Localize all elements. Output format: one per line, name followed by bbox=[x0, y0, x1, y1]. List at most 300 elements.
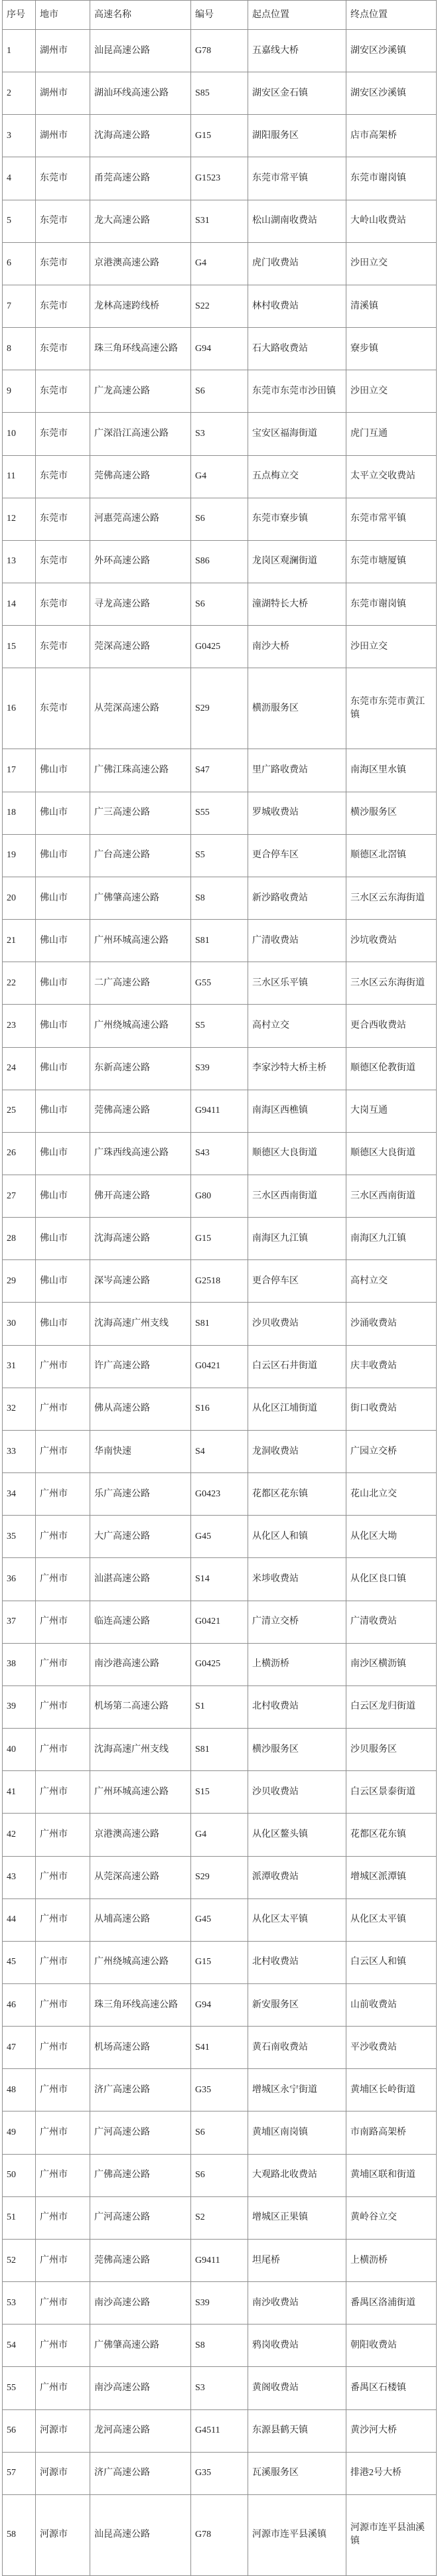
cell-index: 57 bbox=[3, 2452, 36, 2494]
cell-city: 河源市 bbox=[36, 2452, 90, 2494]
cell-index: 8 bbox=[3, 328, 36, 370]
cell-index: 52 bbox=[3, 2239, 36, 2281]
table-row bbox=[3, 1558, 437, 1601]
header-city: 地市 bbox=[36, 1, 90, 30]
cell-route-code: G0421 bbox=[191, 1601, 248, 1643]
cell-start-location: 鸦岗收费站 bbox=[248, 2325, 346, 2367]
cell-index: 29 bbox=[3, 1260, 36, 1303]
cell-end-location: 市南路高架桥 bbox=[346, 2111, 437, 2154]
cell-end-location: 东莞市塘厦镇 bbox=[346, 540, 437, 583]
cell-index: 51 bbox=[3, 2196, 36, 2239]
cell-start-location: 南海区九江镇 bbox=[248, 1218, 346, 1260]
cell-index: 4 bbox=[3, 157, 36, 200]
cell-expressway-name: 南沙高速公路 bbox=[90, 2367, 191, 2409]
table-row bbox=[3, 1218, 437, 1260]
table-row bbox=[3, 583, 437, 626]
cell-start-location: 增城区永宁街道 bbox=[248, 2069, 346, 2111]
table-row bbox=[3, 1516, 437, 1558]
cell-end-location: 太平立交收费站 bbox=[346, 455, 437, 498]
cell-index: 35 bbox=[3, 1516, 36, 1558]
table-row bbox=[3, 1898, 437, 1941]
cell-index: 55 bbox=[3, 2367, 36, 2409]
cell-expressway-name: 广州绕城高速公路 bbox=[90, 1941, 191, 1983]
cell-end-location: 高村立交 bbox=[346, 1260, 437, 1303]
cell-route-code: S1 bbox=[191, 1685, 248, 1728]
cell-expressway-name: 沈海高速公路 bbox=[90, 1218, 191, 1260]
cell-index: 44 bbox=[3, 1898, 36, 1941]
cell-city: 佛山市 bbox=[36, 877, 90, 919]
table-row bbox=[3, 668, 437, 749]
cell-index: 21 bbox=[3, 920, 36, 962]
cell-end-location: 黄埔区长岭街道 bbox=[346, 2069, 437, 2111]
cell-end-location: 南海区九江镇 bbox=[346, 1218, 437, 1260]
cell-route-code: G0425 bbox=[191, 626, 248, 668]
cell-end-location: 白云区景泰街道 bbox=[346, 1771, 437, 1814]
cell-start-location: 三水区乐平镇 bbox=[248, 962, 346, 1005]
cell-index: 30 bbox=[3, 1303, 36, 1345]
table-row bbox=[3, 200, 437, 242]
cell-index: 53 bbox=[3, 2282, 36, 2325]
table-row bbox=[3, 2111, 437, 2154]
cell-index: 15 bbox=[3, 626, 36, 668]
cell-start-location: 黄石南收费站 bbox=[248, 2027, 346, 2069]
cell-end-location: 沙田立交 bbox=[346, 370, 437, 413]
cell-expressway-name: 广三高速公路 bbox=[90, 792, 191, 834]
cell-start-location: 宝安区福海街道 bbox=[248, 413, 346, 455]
cell-expressway-name: 龙河高速公路 bbox=[90, 2409, 191, 2452]
cell-index: 26 bbox=[3, 1132, 36, 1175]
cell-route-code: G4511 bbox=[191, 2409, 248, 2452]
cell-route-code: S41 bbox=[191, 2027, 248, 2069]
cell-city: 广州市 bbox=[36, 1473, 90, 1516]
cell-expressway-name: 广佛肇高速公路 bbox=[90, 2325, 191, 2367]
cell-index: 20 bbox=[3, 877, 36, 919]
cell-city: 东莞市 bbox=[36, 200, 90, 242]
cell-expressway-name: 南沙高速公路 bbox=[90, 2282, 191, 2325]
cell-expressway-name: 沈海高速广州支线 bbox=[90, 1303, 191, 1345]
cell-start-location: 北村收费站 bbox=[248, 1685, 346, 1728]
cell-start-location: 米埗收费站 bbox=[248, 1558, 346, 1601]
cell-end-location: 东莞市谢岗镇 bbox=[346, 583, 437, 626]
cell-end-location: 东莞市谢岗镇 bbox=[346, 157, 437, 200]
cell-index: 25 bbox=[3, 1090, 36, 1132]
cell-expressway-name: 机场高速公路 bbox=[90, 2027, 191, 2069]
cell-route-code: G80 bbox=[191, 1175, 248, 1218]
table-row bbox=[3, 626, 437, 668]
cell-city: 广州市 bbox=[36, 1345, 90, 1388]
cell-city: 东莞市 bbox=[36, 328, 90, 370]
table-header bbox=[3, 1, 437, 30]
cell-route-code: S5 bbox=[191, 834, 248, 877]
cell-route-code: S81 bbox=[191, 1303, 248, 1345]
cell-city: 广州市 bbox=[36, 1558, 90, 1601]
cell-index: 12 bbox=[3, 498, 36, 540]
table-row bbox=[3, 2409, 437, 2452]
cell-expressway-name: 广州环城高速公路 bbox=[90, 1771, 191, 1814]
cell-end-location: 清溪镇 bbox=[346, 285, 437, 327]
cell-expressway-name: 从埔高速公路 bbox=[90, 1898, 191, 1941]
cell-expressway-name: 佛开高速公路 bbox=[90, 1175, 191, 1218]
cell-route-code: G78 bbox=[191, 30, 248, 72]
cell-city: 佛山市 bbox=[36, 1090, 90, 1132]
cell-route-code: S39 bbox=[191, 2282, 248, 2325]
cell-index: 11 bbox=[3, 455, 36, 498]
cell-city: 佛山市 bbox=[36, 749, 90, 792]
cell-route-code: S47 bbox=[191, 749, 248, 792]
cell-start-location: 罗城收费站 bbox=[248, 792, 346, 834]
cell-route-code: S29 bbox=[191, 668, 248, 749]
cell-end-location: 广清收费站 bbox=[346, 1601, 437, 1643]
cell-city: 东莞市 bbox=[36, 498, 90, 540]
cell-expressway-name: 沈海高速广州支线 bbox=[90, 1729, 191, 1771]
cell-city: 广州市 bbox=[36, 1601, 90, 1643]
cell-index: 18 bbox=[3, 792, 36, 834]
header-row bbox=[3, 1, 437, 30]
cell-end-location: 更合西收费站 bbox=[346, 1005, 437, 1047]
cell-route-code: S5 bbox=[191, 1005, 248, 1047]
cell-start-location: 湖阳服务区 bbox=[248, 115, 346, 157]
cell-start-location: 五点梅立交 bbox=[248, 455, 346, 498]
cell-route-code: S4 bbox=[191, 1430, 248, 1472]
cell-expressway-name: 莞佛高速公路 bbox=[90, 455, 191, 498]
cell-city: 东莞市 bbox=[36, 285, 90, 327]
cell-start-location: 大观路北收费站 bbox=[248, 2154, 346, 2196]
cell-route-code: S29 bbox=[191, 1856, 248, 1898]
cell-city: 广州市 bbox=[36, 2282, 90, 2325]
cell-index: 19 bbox=[3, 834, 36, 877]
cell-index: 3 bbox=[3, 115, 36, 157]
cell-end-location: 黄埔区联和街道 bbox=[346, 2154, 437, 2196]
cell-city: 广州市 bbox=[36, 1643, 90, 1685]
cell-end-location: 三水区云东海街道 bbox=[346, 877, 437, 919]
cell-city: 广州市 bbox=[36, 2367, 90, 2409]
cell-start-location: 增城区正果镇 bbox=[248, 2196, 346, 2239]
cell-city: 东莞市 bbox=[36, 626, 90, 668]
cell-expressway-name: 湖汕环线高速公路 bbox=[90, 72, 191, 115]
cell-expressway-name: 珠三角环线高速公路 bbox=[90, 328, 191, 370]
cell-route-code: G15 bbox=[191, 1941, 248, 1983]
cell-end-location: 沙涌收费站 bbox=[346, 1303, 437, 1345]
cell-end-location: 朝阳收费站 bbox=[346, 2325, 437, 2367]
cell-end-location: 南海区里水镇 bbox=[346, 749, 437, 792]
cell-city: 佛山市 bbox=[36, 834, 90, 877]
cell-start-location: 虎门收费站 bbox=[248, 242, 346, 285]
cell-expressway-name: 外环高速公路 bbox=[90, 540, 191, 583]
cell-route-code: S6 bbox=[191, 498, 248, 540]
cell-start-location: 沙贝收费站 bbox=[248, 1771, 346, 1814]
table-row bbox=[3, 115, 437, 157]
cell-end-location: 三水区云东海街道 bbox=[346, 962, 437, 1005]
cell-end-location: 顺德区北滘镇 bbox=[346, 834, 437, 877]
cell-end-location: 河源市连平县油溪镇 bbox=[346, 2494, 437, 2575]
table-row bbox=[3, 962, 437, 1005]
cell-route-code: S43 bbox=[191, 1132, 248, 1175]
cell-expressway-name: 广州绕城高速公路 bbox=[90, 1005, 191, 1047]
cell-index: 49 bbox=[3, 2111, 36, 2154]
cell-route-code: S22 bbox=[191, 285, 248, 327]
cell-index: 48 bbox=[3, 2069, 36, 2111]
cell-end-location: 店市高架桥 bbox=[346, 115, 437, 157]
cell-start-location: 广清收费站 bbox=[248, 920, 346, 962]
cell-end-location: 南沙区横沥镇 bbox=[346, 1643, 437, 1685]
cell-end-location: 增城区派潭镇 bbox=[346, 1856, 437, 1898]
table-row bbox=[3, 1260, 437, 1303]
table-row bbox=[3, 1430, 437, 1472]
cell-expressway-name: 广台高速公路 bbox=[90, 834, 191, 877]
cell-route-code: S6 bbox=[191, 2154, 248, 2196]
cell-route-code: G55 bbox=[191, 962, 248, 1005]
cell-expressway-name: 京港澳高速公路 bbox=[90, 242, 191, 285]
table-row bbox=[3, 1601, 437, 1643]
cell-city: 广州市 bbox=[36, 1898, 90, 1941]
cell-start-location: 花都区花东镇 bbox=[248, 1473, 346, 1516]
table-row bbox=[3, 1388, 437, 1430]
cell-end-location: 横沙服务区 bbox=[346, 792, 437, 834]
cell-route-code: G35 bbox=[191, 2452, 248, 2494]
cell-start-location: 南沙大桥 bbox=[248, 626, 346, 668]
table-row bbox=[3, 1303, 437, 1345]
cell-start-location: 河源市连平县溪镇 bbox=[248, 2494, 346, 2575]
cell-index: 2 bbox=[3, 72, 36, 115]
cell-route-code: S31 bbox=[191, 200, 248, 242]
cell-route-code: S3 bbox=[191, 413, 248, 455]
cell-city: 广州市 bbox=[36, 2196, 90, 2239]
cell-city: 广州市 bbox=[36, 1856, 90, 1898]
cell-start-location: 高村立交 bbox=[248, 1005, 346, 1047]
cell-city: 广州市 bbox=[36, 2069, 90, 2111]
table-row bbox=[3, 1983, 437, 2026]
cell-index: 28 bbox=[3, 1218, 36, 1260]
cell-index: 37 bbox=[3, 1601, 36, 1643]
cell-start-location: 龙岗区观澜街道 bbox=[248, 540, 346, 583]
table-row bbox=[3, 1771, 437, 1814]
cell-city: 广州市 bbox=[36, 2325, 90, 2367]
cell-start-location: 湖安区金石镇 bbox=[248, 72, 346, 115]
table-row bbox=[3, 242, 437, 285]
table-row bbox=[3, 328, 437, 370]
cell-route-code: S85 bbox=[191, 72, 248, 115]
cell-expressway-name: 济广高速公路 bbox=[90, 2069, 191, 2111]
cell-route-code: G0421 bbox=[191, 1345, 248, 1388]
cell-expressway-name: 济广高速公路 bbox=[90, 2452, 191, 2494]
cell-route-code: S14 bbox=[191, 1558, 248, 1601]
cell-expressway-name: 广河高速公路 bbox=[90, 2111, 191, 2154]
table-row bbox=[3, 72, 437, 115]
cell-city: 广州市 bbox=[36, 1516, 90, 1558]
cell-route-code: G78 bbox=[191, 2494, 248, 2575]
cell-end-location: 排港2号大桥 bbox=[346, 2452, 437, 2494]
table-row bbox=[3, 2196, 437, 2239]
cell-start-location: 三水区西南街道 bbox=[248, 1175, 346, 1218]
cell-city: 广州市 bbox=[36, 2154, 90, 2196]
cell-expressway-name: 珠三角环线高速公路 bbox=[90, 1983, 191, 2026]
cell-start-location: 南海区西樵镇 bbox=[248, 1090, 346, 1132]
cell-end-location: 沙贝服务区 bbox=[346, 1729, 437, 1771]
cell-index: 6 bbox=[3, 242, 36, 285]
cell-end-location: 大岭山收费站 bbox=[346, 200, 437, 242]
cell-end-location: 番禺区洛浦街道 bbox=[346, 2282, 437, 2325]
cell-expressway-name: 大广高速公路 bbox=[90, 1516, 191, 1558]
cell-route-code: S81 bbox=[191, 920, 248, 962]
cell-expressway-name: 沈海高速公路 bbox=[90, 115, 191, 157]
cell-end-location: 番禺区石楼镇 bbox=[346, 2367, 437, 2409]
cell-index: 10 bbox=[3, 413, 36, 455]
cell-end-location: 庆丰收费站 bbox=[346, 1345, 437, 1388]
cell-route-code: G94 bbox=[191, 328, 248, 370]
table-row bbox=[3, 285, 437, 327]
table-body bbox=[3, 30, 437, 2576]
table-row bbox=[3, 1685, 437, 1728]
cell-end-location: 花都区花东镇 bbox=[346, 1814, 437, 1856]
table-row bbox=[3, 1175, 437, 1218]
table-row bbox=[3, 498, 437, 540]
cell-start-location: 东莞市东莞市沙田镇 bbox=[248, 370, 346, 413]
cell-end-location: 黄沙河大桥 bbox=[346, 2409, 437, 2452]
cell-end-location: 三水区西南街道 bbox=[346, 1175, 437, 1218]
cell-expressway-name: 广州环城高速公路 bbox=[90, 920, 191, 962]
cell-index: 36 bbox=[3, 1558, 36, 1601]
table-row bbox=[3, 1643, 437, 1685]
cell-route-code: G15 bbox=[191, 1218, 248, 1260]
cell-index: 17 bbox=[3, 749, 36, 792]
header-index: 序号 bbox=[3, 1, 36, 30]
cell-city: 东莞市 bbox=[36, 370, 90, 413]
table-row bbox=[3, 2069, 437, 2111]
table-row bbox=[3, 1132, 437, 1175]
cell-index: 23 bbox=[3, 1005, 36, 1047]
cell-route-code: G4 bbox=[191, 455, 248, 498]
cell-expressway-name: 河惠莞高速公路 bbox=[90, 498, 191, 540]
table-row bbox=[3, 1005, 437, 1047]
cell-city: 东莞市 bbox=[36, 157, 90, 200]
cell-start-location: 从化区江埔街道 bbox=[248, 1388, 346, 1430]
cell-expressway-name: 广佛高速公路 bbox=[90, 2154, 191, 2196]
cell-index: 22 bbox=[3, 962, 36, 1005]
cell-route-code: G2518 bbox=[191, 1260, 248, 1303]
cell-city: 广州市 bbox=[36, 1729, 90, 1771]
cell-route-code: S6 bbox=[191, 370, 248, 413]
cell-start-location: 派潭收费站 bbox=[248, 1856, 346, 1898]
cell-route-code: G35 bbox=[191, 2069, 248, 2111]
cell-expressway-name: 乐广高速公路 bbox=[90, 1473, 191, 1516]
table-row bbox=[3, 1941, 437, 1983]
cell-start-location: 更合停车区 bbox=[248, 834, 346, 877]
cell-end-location: 从化区太平镇 bbox=[346, 1898, 437, 1941]
table-row bbox=[3, 2325, 437, 2367]
cell-end-location: 广园立交桥 bbox=[346, 1430, 437, 1472]
cell-index: 47 bbox=[3, 2027, 36, 2069]
cell-index: 45 bbox=[3, 1941, 36, 1983]
cell-start-location: 横沙服务区 bbox=[248, 1729, 346, 1771]
header-start-location: 起点位置 bbox=[248, 1, 346, 30]
cell-index: 5 bbox=[3, 200, 36, 242]
table-row bbox=[3, 2282, 437, 2325]
cell-city: 东莞市 bbox=[36, 242, 90, 285]
cell-index: 16 bbox=[3, 668, 36, 749]
cell-route-code: G0423 bbox=[191, 1473, 248, 1516]
cell-end-location: 白云区人和镇 bbox=[346, 1941, 437, 1983]
cell-route-code: S3 bbox=[191, 2367, 248, 2409]
cell-expressway-name: 莞佛高速公路 bbox=[90, 2239, 191, 2281]
cell-end-location: 大岗互通 bbox=[346, 1090, 437, 1132]
cell-expressway-name: 机场第二高速公路 bbox=[90, 1685, 191, 1728]
table-row bbox=[3, 1047, 437, 1090]
cell-index: 34 bbox=[3, 1473, 36, 1516]
cell-start-location: 五嘉线大桥 bbox=[248, 30, 346, 72]
cell-route-code: S55 bbox=[191, 792, 248, 834]
cell-end-location: 湖安区沙溪镇 bbox=[346, 30, 437, 72]
cell-expressway-name: 从莞深高速公路 bbox=[90, 668, 191, 749]
table-row bbox=[3, 370, 437, 413]
table-row bbox=[3, 2452, 437, 2494]
table-row bbox=[3, 2494, 437, 2575]
cell-city: 广州市 bbox=[36, 1388, 90, 1430]
cell-route-code: S6 bbox=[191, 2111, 248, 2154]
table-row bbox=[3, 1814, 437, 1856]
cell-expressway-name: 许广高速公路 bbox=[90, 1345, 191, 1388]
cell-city: 佛山市 bbox=[36, 962, 90, 1005]
cell-start-location: 上横沥桥 bbox=[248, 1643, 346, 1685]
cell-end-location: 平沙收费站 bbox=[346, 2027, 437, 2069]
cell-expressway-name: 甬莞高速公路 bbox=[90, 157, 191, 200]
cell-start-location: 南沙收费站 bbox=[248, 2282, 346, 2325]
cell-end-location: 沙田立交 bbox=[346, 626, 437, 668]
cell-end-location: 东莞市东莞市黄江镇 bbox=[346, 668, 437, 749]
cell-start-location: 东莞市常平镇 bbox=[248, 157, 346, 200]
cell-start-location: 里广路收费站 bbox=[248, 749, 346, 792]
cell-city: 湖州市 bbox=[36, 72, 90, 115]
cell-city: 广州市 bbox=[36, 2239, 90, 2281]
cell-city: 佛山市 bbox=[36, 1132, 90, 1175]
cell-index: 24 bbox=[3, 1047, 36, 1090]
cell-expressway-name: 龙林高速跨线桥 bbox=[90, 285, 191, 327]
cell-expressway-name: 佛从高速公路 bbox=[90, 1388, 191, 1430]
cell-route-code: G45 bbox=[191, 1898, 248, 1941]
table-row bbox=[3, 30, 437, 72]
cell-start-location: 北村收费站 bbox=[248, 1941, 346, 1983]
cell-start-location: 黄埔区南岗镇 bbox=[248, 2111, 346, 2154]
cell-expressway-name: 汕湛高速公路 bbox=[90, 1558, 191, 1601]
cell-city: 佛山市 bbox=[36, 1047, 90, 1090]
cell-expressway-name: 寻龙高速公路 bbox=[90, 583, 191, 626]
table-row bbox=[3, 455, 437, 498]
cell-index: 41 bbox=[3, 1771, 36, 1814]
cell-start-location: 白云区石井街道 bbox=[248, 1345, 346, 1388]
cell-start-location: 广清立交桥 bbox=[248, 1601, 346, 1643]
cell-start-location: 龙洞收费站 bbox=[248, 1430, 346, 1472]
cell-expressway-name: 广佛肇高速公路 bbox=[90, 877, 191, 919]
cell-city: 佛山市 bbox=[36, 1175, 90, 1218]
table-row bbox=[3, 2239, 437, 2281]
cell-route-code: S39 bbox=[191, 1047, 248, 1090]
cell-start-location: 更合停车区 bbox=[248, 1260, 346, 1303]
cell-expressway-name: 广河高速公路 bbox=[90, 2196, 191, 2239]
cell-start-location: 东源县鹤天镇 bbox=[248, 2409, 346, 2452]
cell-end-location: 上横沥桥 bbox=[346, 2239, 437, 2281]
cell-route-code: G45 bbox=[191, 1516, 248, 1558]
cell-route-code: G94 bbox=[191, 1983, 248, 2026]
cell-start-location: 横沥服务区 bbox=[248, 668, 346, 749]
cell-index: 58 bbox=[3, 2494, 36, 2575]
cell-index: 43 bbox=[3, 1856, 36, 1898]
cell-end-location: 花山北立交 bbox=[346, 1473, 437, 1516]
cell-city: 湖州市 bbox=[36, 30, 90, 72]
cell-end-location: 沙坑收费站 bbox=[346, 920, 437, 962]
cell-index: 50 bbox=[3, 2154, 36, 2196]
cell-city: 东莞市 bbox=[36, 413, 90, 455]
cell-end-location: 顺德区伦教街道 bbox=[346, 1047, 437, 1090]
cell-start-location: 李家沙特大桥主桥 bbox=[248, 1047, 346, 1090]
